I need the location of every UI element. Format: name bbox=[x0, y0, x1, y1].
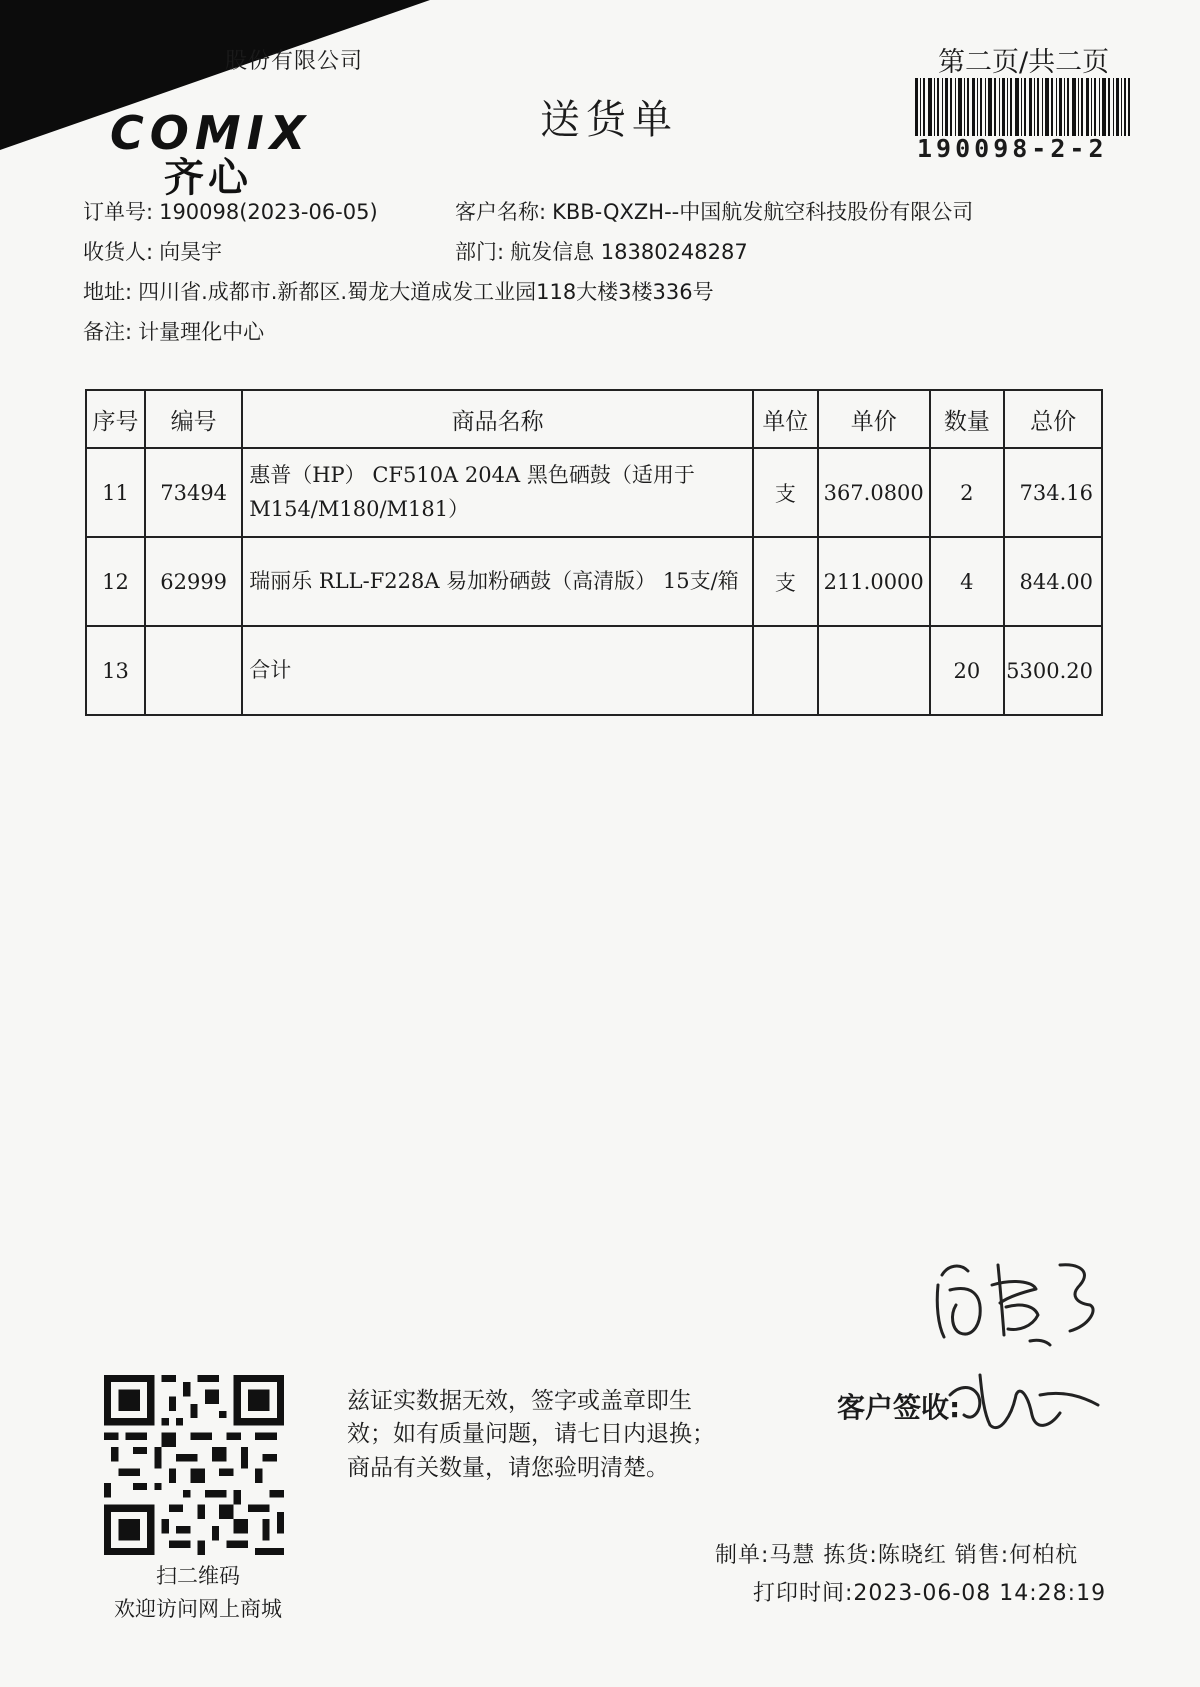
receiver-value: 向昊宇 bbox=[159, 240, 223, 264]
header-price: 单价 bbox=[818, 390, 930, 448]
handwritten-signature bbox=[920, 1245, 1120, 1465]
receiver-label: 收货人: bbox=[83, 240, 154, 264]
cell-code: 73494 bbox=[145, 448, 242, 537]
table-row bbox=[86, 448, 1102, 537]
receiver bbox=[83, 236, 222, 266]
table-row bbox=[86, 537, 1102, 626]
staff-info: 制单:马慧 拣货:陈晓红 销售:何柏杭 bbox=[715, 1543, 1079, 1568]
header-seq: 序号 bbox=[86, 390, 145, 448]
order-number-value: 190098(2023-06-05) bbox=[159, 200, 378, 224]
header-qty: 数量 bbox=[930, 390, 1005, 448]
brand-logo bbox=[110, 106, 312, 201]
cell-seq: 12 bbox=[86, 537, 145, 626]
address bbox=[83, 276, 714, 306]
cell-name-line2: M154/M180/M181） bbox=[249, 496, 470, 521]
notice-line1: 兹证实数据无效，签字或盖章即生 bbox=[347, 1388, 692, 1414]
header-unit: 单位 bbox=[753, 390, 818, 448]
address-value: 四川省.成都市.新都区.蜀龙大道成发工业园118大楼3楼336号 bbox=[138, 280, 714, 304]
cell-qty: 20 bbox=[930, 626, 1005, 715]
logo-text-en: COMIX bbox=[110, 106, 312, 160]
page-number: 第二页/共二页 bbox=[938, 47, 1110, 78]
order-number bbox=[83, 196, 378, 226]
print-time: 打印时间:2023-06-08 14:28:19 bbox=[753, 1581, 1107, 1606]
cell-seq: 11 bbox=[86, 448, 145, 537]
cell-qty: 4 bbox=[930, 537, 1005, 626]
customer-name bbox=[455, 196, 973, 226]
customer-name-label: 客户名称: bbox=[455, 200, 547, 224]
header-total: 总价 bbox=[1004, 390, 1102, 448]
cell-price: 367.0800 bbox=[818, 448, 930, 537]
cell-total: 844.00 bbox=[1004, 537, 1102, 626]
cell-name: 合计 bbox=[242, 626, 753, 715]
cell-name bbox=[242, 537, 753, 626]
qr-caption-line1: 扫二维码 bbox=[156, 1564, 240, 1588]
customer-name-value: KBB-QXZH--中国航发航空科技股份有限公司 bbox=[552, 200, 974, 224]
header-code: 编号 bbox=[145, 390, 242, 448]
cell-seq: 13 bbox=[86, 626, 145, 715]
notice-line3: 商品有关数量，请您验明清楚。 bbox=[347, 1454, 669, 1481]
cell-total: 5300.20 bbox=[1004, 626, 1102, 715]
qr-caption-line2: 欢迎访问网上商城 bbox=[114, 1596, 282, 1621]
order-number-label: 订单号: bbox=[83, 200, 154, 224]
header-name: 商品名称 bbox=[242, 390, 753, 448]
company-name: 股份有限公司 bbox=[225, 49, 364, 74]
address-label: 地址: bbox=[83, 280, 133, 304]
cell-code bbox=[145, 626, 242, 715]
table-total-row bbox=[86, 626, 1102, 715]
department-value: 航发信息 18380248287 bbox=[510, 240, 748, 264]
barcode-number: 190098-2-2 bbox=[917, 134, 1108, 163]
cell-qty: 2 bbox=[930, 448, 1005, 537]
items-table bbox=[85, 389, 1103, 716]
table-header-row bbox=[86, 390, 1102, 448]
qr-code-icon bbox=[104, 1375, 284, 1555]
cell-code: 62999 bbox=[145, 537, 242, 626]
remark-label: 备注: bbox=[83, 320, 133, 344]
page-title: 送货单 bbox=[540, 97, 678, 143]
cell-name bbox=[242, 448, 753, 537]
cell-price: 211.0000 bbox=[818, 537, 930, 626]
remark-value: 计量理化中心 bbox=[138, 320, 265, 344]
cell-total: 734.16 bbox=[1004, 448, 1102, 537]
cell-unit bbox=[753, 626, 818, 715]
barcode-icon bbox=[915, 78, 1130, 136]
notice-text bbox=[347, 1385, 747, 1485]
cell-name-line1: 惠普（HP） CF510A 204A 黑色硒鼓（适用于 bbox=[249, 462, 695, 487]
cell-price bbox=[818, 626, 930, 715]
logo-text-cn: 齐心 bbox=[164, 155, 252, 201]
qr-caption bbox=[88, 1560, 308, 1625]
department-label: 部门: bbox=[455, 240, 505, 264]
cell-unit: 支 bbox=[753, 448, 818, 537]
customer-signature-label: 客户签收: bbox=[837, 1391, 961, 1424]
cell-unit: 支 bbox=[753, 537, 818, 626]
remark bbox=[83, 316, 264, 346]
department bbox=[455, 236, 748, 266]
cell-name-line1: 瑞丽乐 RLL-F228A 易加粉硒鼓（高清版） 15支/箱 bbox=[249, 568, 739, 593]
notice-line2: 效；如有质量问题，请七日内退换； bbox=[347, 1421, 715, 1448]
